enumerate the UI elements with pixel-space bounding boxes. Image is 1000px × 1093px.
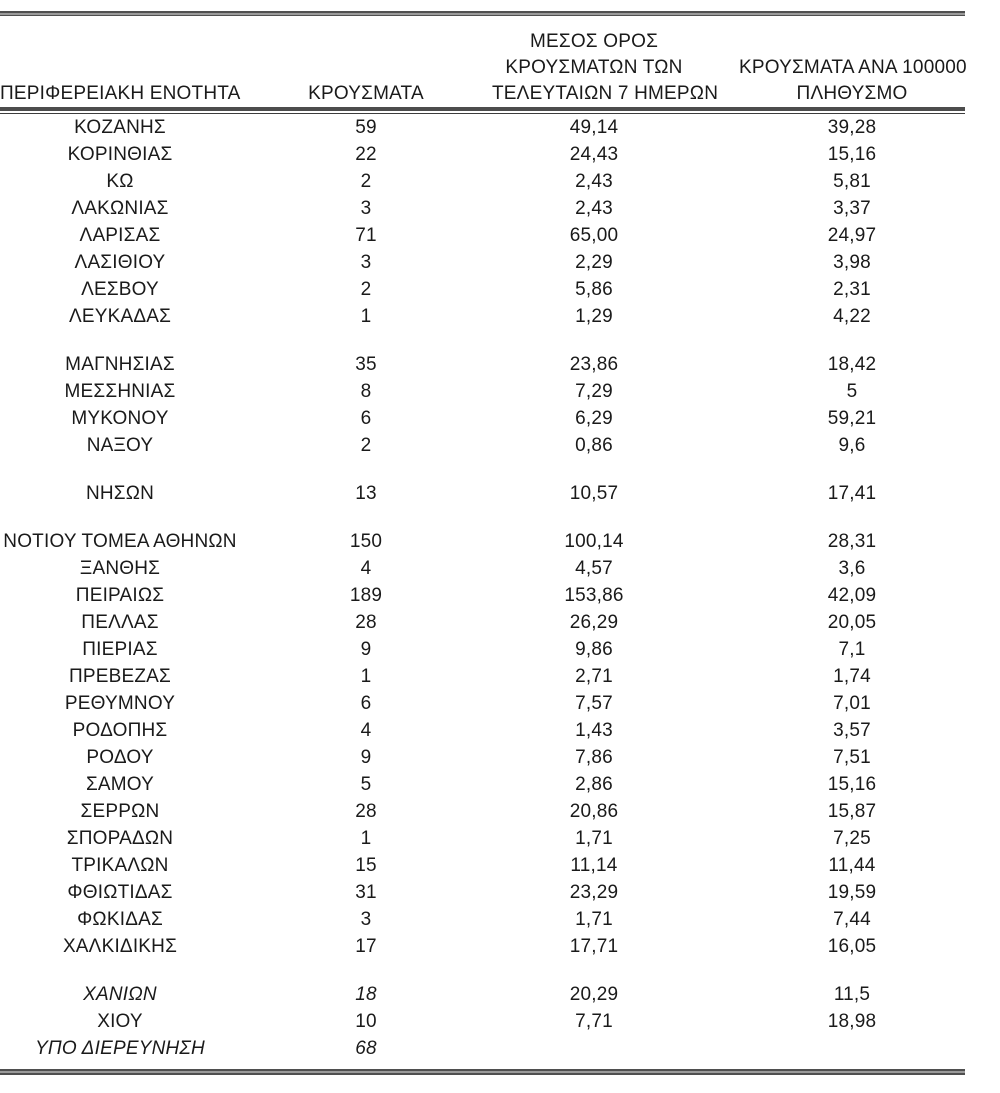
region-name-cell: ΣΑΜΟΥ [85, 773, 155, 795]
per100k-cell: 7,44 [833, 908, 871, 930]
avg7-cell: 2,43 [575, 197, 613, 219]
table-row [0, 609, 965, 636]
per100k-cell: 4,22 [833, 305, 871, 327]
avg7-cell: 7,29 [575, 380, 613, 402]
avg7-cell: 23,29 [569, 881, 619, 903]
region-name-cell: ΠΕΛΛΑΣ [81, 611, 159, 633]
avg7-cell: 17,71 [569, 935, 619, 957]
per100k-cell: 3,37 [833, 197, 871, 219]
per100k-cell: 1,74 [833, 665, 871, 687]
region-name-cell: ΧΙΟΥ [97, 1010, 143, 1032]
region-name-cell: ΝΟΤΙΟΥ ΤΟΜΕΑ ΑΘΗΝΩΝ [3, 530, 237, 552]
table-row [0, 825, 965, 852]
per100k-cell: 9,6 [838, 434, 866, 456]
cases-cell: 31 [355, 881, 377, 903]
region-name-cell: ΜΕΣΣΗΝΙΑΣ [64, 380, 176, 402]
table-header [0, 29, 965, 107]
region-name-cell: ΚΟΡΙΝΘΙΑΣ [67, 143, 173, 165]
cases-cell: 2 [360, 170, 372, 192]
per100k-cell: 11,5 [833, 983, 871, 1005]
table-row [0, 1035, 965, 1062]
header-line-3 [0, 81, 965, 107]
table-row [0, 249, 965, 276]
group-gap [0, 330, 965, 351]
region-name-cell: ΡΕΘΥΜΝΟΥ [64, 692, 176, 714]
cases-cell: 71 [355, 224, 377, 246]
per100k-cell: 19,59 [827, 881, 877, 903]
avg7-cell: 4,57 [575, 557, 613, 579]
region-name-cell: ΤΡΙΚΑΛΩΝ [71, 854, 169, 876]
table-row [0, 432, 965, 459]
table-row [0, 663, 965, 690]
cases-cell: 18 [355, 983, 377, 1005]
header-per100k-line2: ΠΛΗΘΥΣΜΟ [796, 83, 908, 104]
table-row [0, 852, 965, 879]
table-row [0, 981, 965, 1008]
table-row [0, 1008, 965, 1035]
cases-cell: 5 [360, 773, 372, 795]
region-name-cell: ΧΑΛΚΙΔΙΚΗΣ [62, 935, 178, 957]
table-row [0, 798, 965, 825]
cases-cell: 1 [360, 665, 372, 687]
per100k-cell: 42,09 [827, 584, 877, 606]
region-name-cell: ΝΗΣΩΝ [85, 482, 155, 504]
group-gap [0, 960, 965, 981]
region-name-cell: ΛΑΚΩΝΙΑΣ [71, 197, 169, 219]
per100k-cell: 24,97 [827, 224, 877, 246]
table-row [0, 303, 965, 330]
region-name-cell: ΛΑΡΙΣΑΣ [79, 224, 161, 246]
header-rule [0, 107, 965, 114]
table-row [0, 351, 965, 378]
cases-cell: 8 [360, 380, 372, 402]
region-name-cell: ΠΙΕΡΙΑΣ [82, 638, 158, 660]
header-avg7-line1: ΜΕΣΟΣ ΟΡΟΣ [529, 31, 659, 52]
avg7-cell: 23,86 [569, 353, 619, 375]
avg7-cell: 5,86 [575, 278, 613, 300]
region-name-cell: ΠΕΙΡΑΙΩΣ [75, 584, 165, 606]
per100k-cell: 39,28 [827, 116, 877, 138]
per100k-cell: 5,81 [833, 170, 871, 192]
avg7-cell: 153,86 [564, 584, 624, 606]
per100k-cell: 3,6 [838, 557, 866, 579]
per100k-cell: 5 [846, 380, 858, 402]
header-line-1 [0, 29, 965, 55]
table-row [0, 222, 965, 249]
cases-cell: 3 [360, 197, 372, 219]
header-line-2 [0, 55, 965, 81]
cases-cell: 59 [355, 116, 377, 138]
avg7-cell: 9,86 [575, 638, 613, 660]
per100k-cell: 3,98 [833, 251, 871, 273]
per100k-cell: 7,1 [838, 638, 866, 660]
avg7-cell: 2,71 [575, 665, 613, 687]
region-name-cell: ΣΕΡΡΩΝ [80, 800, 160, 822]
per100k-cell: 28,31 [827, 530, 877, 552]
cases-cell: 35 [355, 353, 377, 375]
avg7-cell: 1,71 [575, 908, 613, 930]
cases-cell: 28 [355, 611, 377, 633]
header-avg7-line3: ΤΕΛΕΥΤΑΙΩΝ 7 ΗΜΕΡΩΝ [492, 83, 719, 104]
cases-cell: 4 [360, 557, 372, 579]
region-name-cell: ΜΥΚΟΝΟΥ [71, 407, 169, 429]
per100k-cell: 20,05 [827, 611, 877, 633]
header-per100k-line1: ΚΡΟΥΣΜΑΤΑ ΑΝΑ 100000 [739, 57, 967, 78]
per100k-cell: 15,16 [827, 143, 877, 165]
cases-cell: 1 [360, 305, 372, 327]
per100k-cell: 2,31 [833, 278, 871, 300]
per100k-cell: 15,87 [827, 800, 877, 822]
per100k-cell: 7,25 [833, 827, 871, 849]
avg7-cell: 2,86 [575, 773, 613, 795]
table-row [0, 771, 965, 798]
avg7-cell: 7,57 [575, 692, 613, 714]
table-row [0, 168, 965, 195]
region-name-cell: ΡΟΔΟΥ [86, 746, 154, 768]
cases-cell: 2 [360, 278, 372, 300]
top-rule [0, 11, 965, 16]
cases-cell: 28 [355, 800, 377, 822]
table-row [0, 582, 965, 609]
cases-cell: 2 [360, 434, 372, 456]
per100k-cell: 18,98 [827, 1010, 877, 1032]
table-row [0, 378, 965, 405]
avg7-cell: 20,86 [569, 800, 619, 822]
avg7-cell: 1,71 [575, 827, 613, 849]
avg7-cell: 24,43 [569, 143, 619, 165]
table-row [0, 195, 965, 222]
cases-cell: 22 [355, 143, 377, 165]
cases-cell: 6 [360, 407, 372, 429]
cases-cell: 9 [360, 638, 372, 660]
cases-cell: 6 [360, 692, 372, 714]
region-name-cell: ΧΑΝΙΩΝ [83, 983, 157, 1005]
avg7-cell: 20,29 [569, 983, 619, 1005]
per100k-cell: 59,21 [827, 407, 877, 429]
group-gap [0, 459, 965, 480]
region-name-cell: ΠΡΕΒΕΖΑΣ [68, 665, 172, 687]
per100k-cell: 15,16 [827, 773, 877, 795]
avg7-cell: 6,29 [575, 407, 613, 429]
cases-cell: 4 [360, 719, 372, 741]
region-name-cell: ΣΠΟΡΑΔΩΝ [66, 827, 174, 849]
cases-cell: 9 [360, 746, 372, 768]
table-row [0, 141, 965, 168]
table-row [0, 114, 965, 141]
table-body [0, 114, 965, 1062]
avg7-cell: 10,57 [569, 482, 619, 504]
cases-cell: 68 [355, 1037, 377, 1059]
per100k-cell: 16,05 [827, 935, 877, 957]
per100k-cell: 7,01 [833, 692, 871, 714]
table-row [0, 528, 965, 555]
table-row [0, 744, 965, 771]
table-row [0, 276, 965, 303]
cases-cell: 10 [355, 1010, 377, 1032]
region-name-cell: ΡΟΔΟΠΗΣ [72, 719, 168, 741]
avg7-cell: 11,14 [570, 854, 618, 876]
header-region: ΠΕΡΙΦΕΡΕΙΑΚΗ ΕΝΟΤΗΤΑ [0, 83, 241, 104]
region-name-cell: ΜΑΓΝΗΣΙΑΣ [65, 353, 175, 375]
avg7-cell: 2,29 [575, 251, 613, 273]
per100k-cell: 7,51 [833, 746, 871, 768]
avg7-cell: 0,86 [575, 434, 613, 456]
avg7-cell: 7,86 [575, 746, 613, 768]
group-gap [0, 507, 965, 528]
avg7-cell: 49,14 [569, 116, 619, 138]
region-name-cell: ΛΑΣΙΘΙΟΥ [74, 251, 166, 273]
cases-cell: 1 [360, 827, 372, 849]
per100k-cell: 11,44 [828, 854, 876, 876]
table-row [0, 717, 965, 744]
region-name-cell: ΛΕΥΚΑΔΑΣ [68, 305, 172, 327]
avg7-cell: 2,43 [575, 170, 613, 192]
cases-cell: 3 [360, 908, 372, 930]
region-name-cell: ΦΩΚΙΔΑΣ [77, 908, 163, 930]
per100k-cell: 17,41 [827, 482, 877, 504]
region-name-cell: ΚΩ [106, 170, 134, 192]
cases-cell: 13 [355, 482, 377, 504]
table-row [0, 480, 965, 507]
cases-cell: 3 [360, 251, 372, 273]
table-row [0, 636, 965, 663]
avg7-cell: 1,29 [575, 305, 613, 327]
avg7-cell: 100,14 [564, 530, 624, 552]
table-row [0, 555, 965, 582]
table-row [0, 906, 965, 933]
avg7-cell: 7,71 [575, 1010, 613, 1032]
table-row [0, 690, 965, 717]
table-row [0, 405, 965, 432]
cases-cell: 15 [355, 854, 377, 876]
region-name-cell: ΦΘΙΩΤΙΔΑΣ [67, 881, 173, 903]
per100k-cell: 3,57 [833, 719, 871, 741]
region-name-cell: ΛΕΣΒΟΥ [81, 278, 159, 300]
region-name-cell: ΞΑΝΘΗΣ [79, 557, 161, 579]
per100k-cell: 18,42 [827, 353, 877, 375]
region-name-cell: ΥΠΟ ΔΙΕΡΕΥΝΗΣΗ [35, 1037, 205, 1059]
regional-cases-table [0, 11, 965, 1075]
avg7-cell: 65,00 [569, 224, 619, 246]
header-cases: ΚΡΟΥΣΜΑΤΑ [308, 83, 424, 104]
region-name-cell: ΚΟΖΑΝΗΣ [74, 116, 166, 138]
avg7-cell: 26,29 [569, 611, 619, 633]
header-avg7-line2: ΚΡΟΥΣΜΑΤΩΝ ΤΩΝ [505, 57, 683, 78]
bottom-rule [0, 1069, 965, 1075]
cases-cell: 189 [349, 584, 383, 606]
cases-cell: 17 [355, 935, 377, 957]
table-row [0, 933, 965, 960]
cases-cell: 150 [349, 530, 383, 552]
region-name-cell: ΝΑΞΟΥ [86, 434, 154, 456]
avg7-cell: 1,43 [575, 719, 613, 741]
table-row [0, 879, 965, 906]
